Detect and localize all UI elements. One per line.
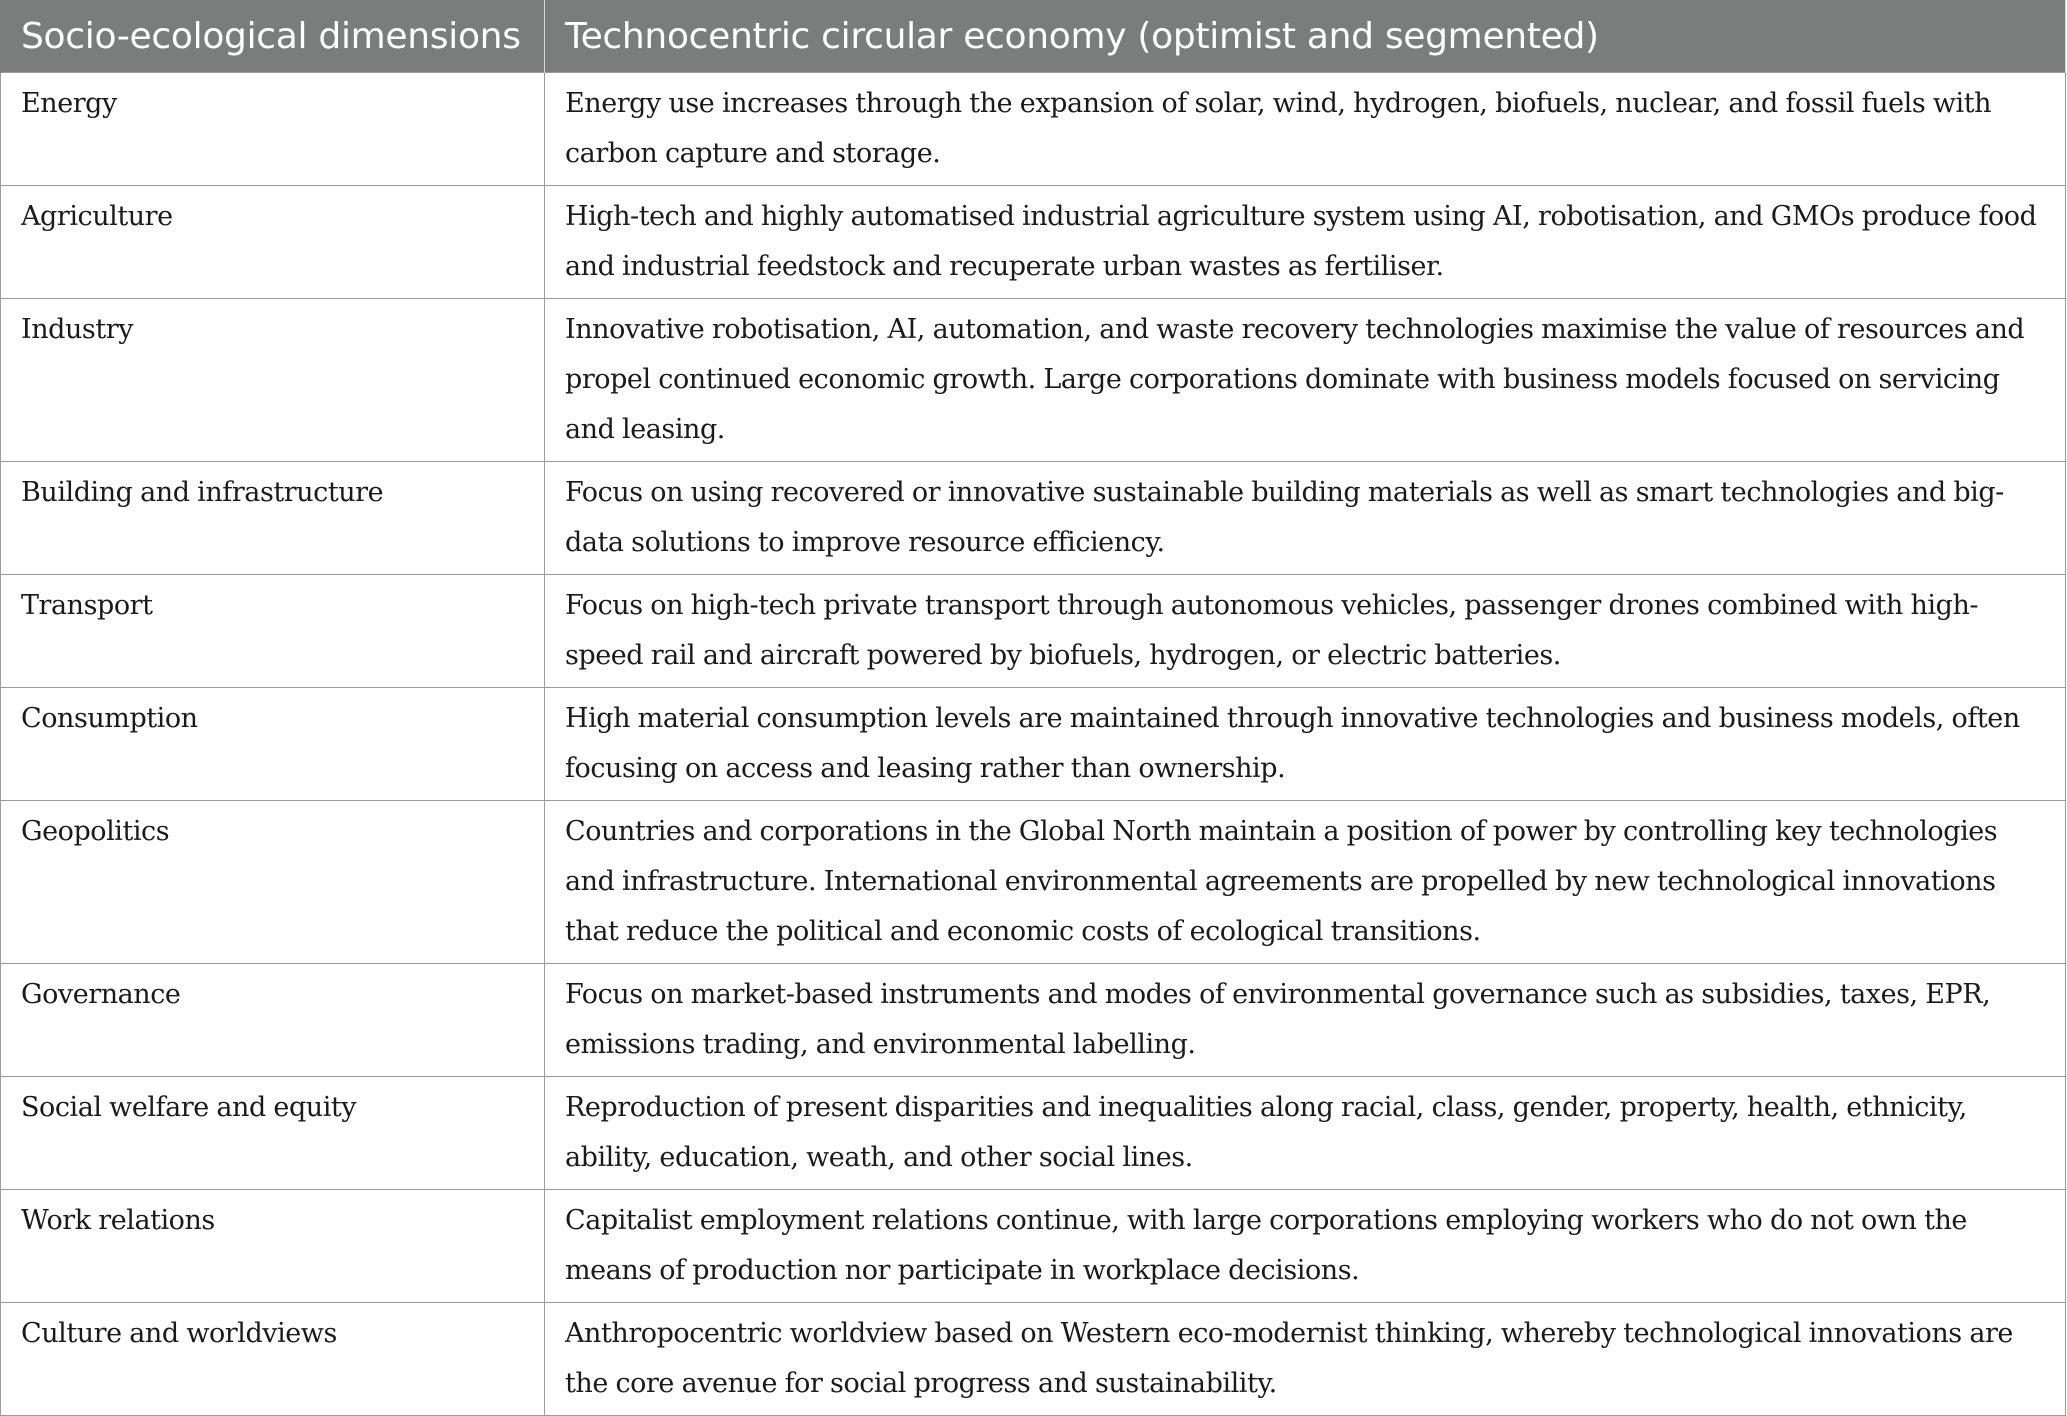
dimension-cell: Energy [1, 73, 545, 186]
description-cell: Innovative robotisation, AI, automation, and waste recovery technologies maximise the value of resources and propel continued economic growth. Large corporations dominate with business models focused on servicing and leasing. [545, 299, 2066, 462]
dimension-cell: Transport [1, 575, 545, 688]
table-row [1, 688, 2066, 801]
dimension-cell: Building and infrastructure [1, 462, 545, 575]
table-row [1, 73, 2066, 186]
description-cell: High-tech and highly automatised industrial agriculture system using AI, robotisation, and GMOs produce food and industrial feedstock and recuperate urban wastes as fertiliser. [545, 186, 2066, 299]
description-cell: Energy use increases through the expansion of solar, wind, hydrogen, biofuels, nuclear, and fossil fuels with carbon capture and storage. [545, 73, 2066, 186]
table-header [1, 0, 2066, 73]
description-cell: Reproduction of present disparities and inequalities along racial, class, gender, property, health, ethnicity, ability, education, weath, and other social lines. [545, 1077, 2066, 1190]
dimension-cell: Culture and worldviews [1, 1303, 545, 1416]
description-cell: Focus on high-tech private transport through autonomous vehicles, passenger drones combined with high-speed rail and aircraft powered by biofuels, hydrogen, or electric batteries. [545, 575, 2066, 688]
dimension-cell: Consumption [1, 688, 545, 801]
table-row [1, 1077, 2066, 1190]
table-row [1, 1303, 2066, 1416]
table-row [1, 462, 2066, 575]
dimension-cell: Governance [1, 964, 545, 1077]
table-row [1, 575, 2066, 688]
dimension-cell: Geopolitics [1, 801, 545, 964]
header-row [1, 0, 2066, 73]
table-row [1, 299, 2066, 462]
description-cell: Anthropocentric worldview based on Western eco-modernist thinking, whereby technological innovations are the core avenue for social progress and sustainability. [545, 1303, 2066, 1416]
description-cell: Focus on using recovered or innovative sustainable building materials as well as smart technologies and big-data solutions to improve resource efficiency. [545, 462, 2066, 575]
dimension-cell: Social welfare and equity [1, 1077, 545, 1190]
dimension-cell: Industry [1, 299, 545, 462]
header-scenario: Technocentric circular economy (optimist and segmented) [545, 0, 2066, 73]
description-cell: High material consumption levels are maintained through innovative technologies and business models, often focusing on access and leasing rather than ownership. [545, 688, 2066, 801]
table-row [1, 964, 2066, 1077]
header-dimension: Socio-ecological dimensions [1, 0, 545, 73]
table-row [1, 801, 2066, 964]
table-row [1, 1190, 2066, 1303]
table-row [1, 186, 2066, 299]
table-body [1, 73, 2066, 1416]
description-cell: Focus on market-based instruments and modes of environmental governance such as subsidies, taxes, EPR, emissions trading, and environmental labelling. [545, 964, 2066, 1077]
dimension-cell: Agriculture [1, 186, 545, 299]
description-cell: Capitalist employment relations continue, with large corporations employing workers who do not own the means of production nor participate in workplace decisions. [545, 1190, 2066, 1303]
description-cell: Countries and corporations in the Global North maintain a position of power by controlling key technologies and infrastructure. International environmental agreements are propelled by new technological innovations that reduce the political and economic costs of ecological transitions. [545, 801, 2066, 964]
dimension-cell: Work relations [1, 1190, 545, 1303]
